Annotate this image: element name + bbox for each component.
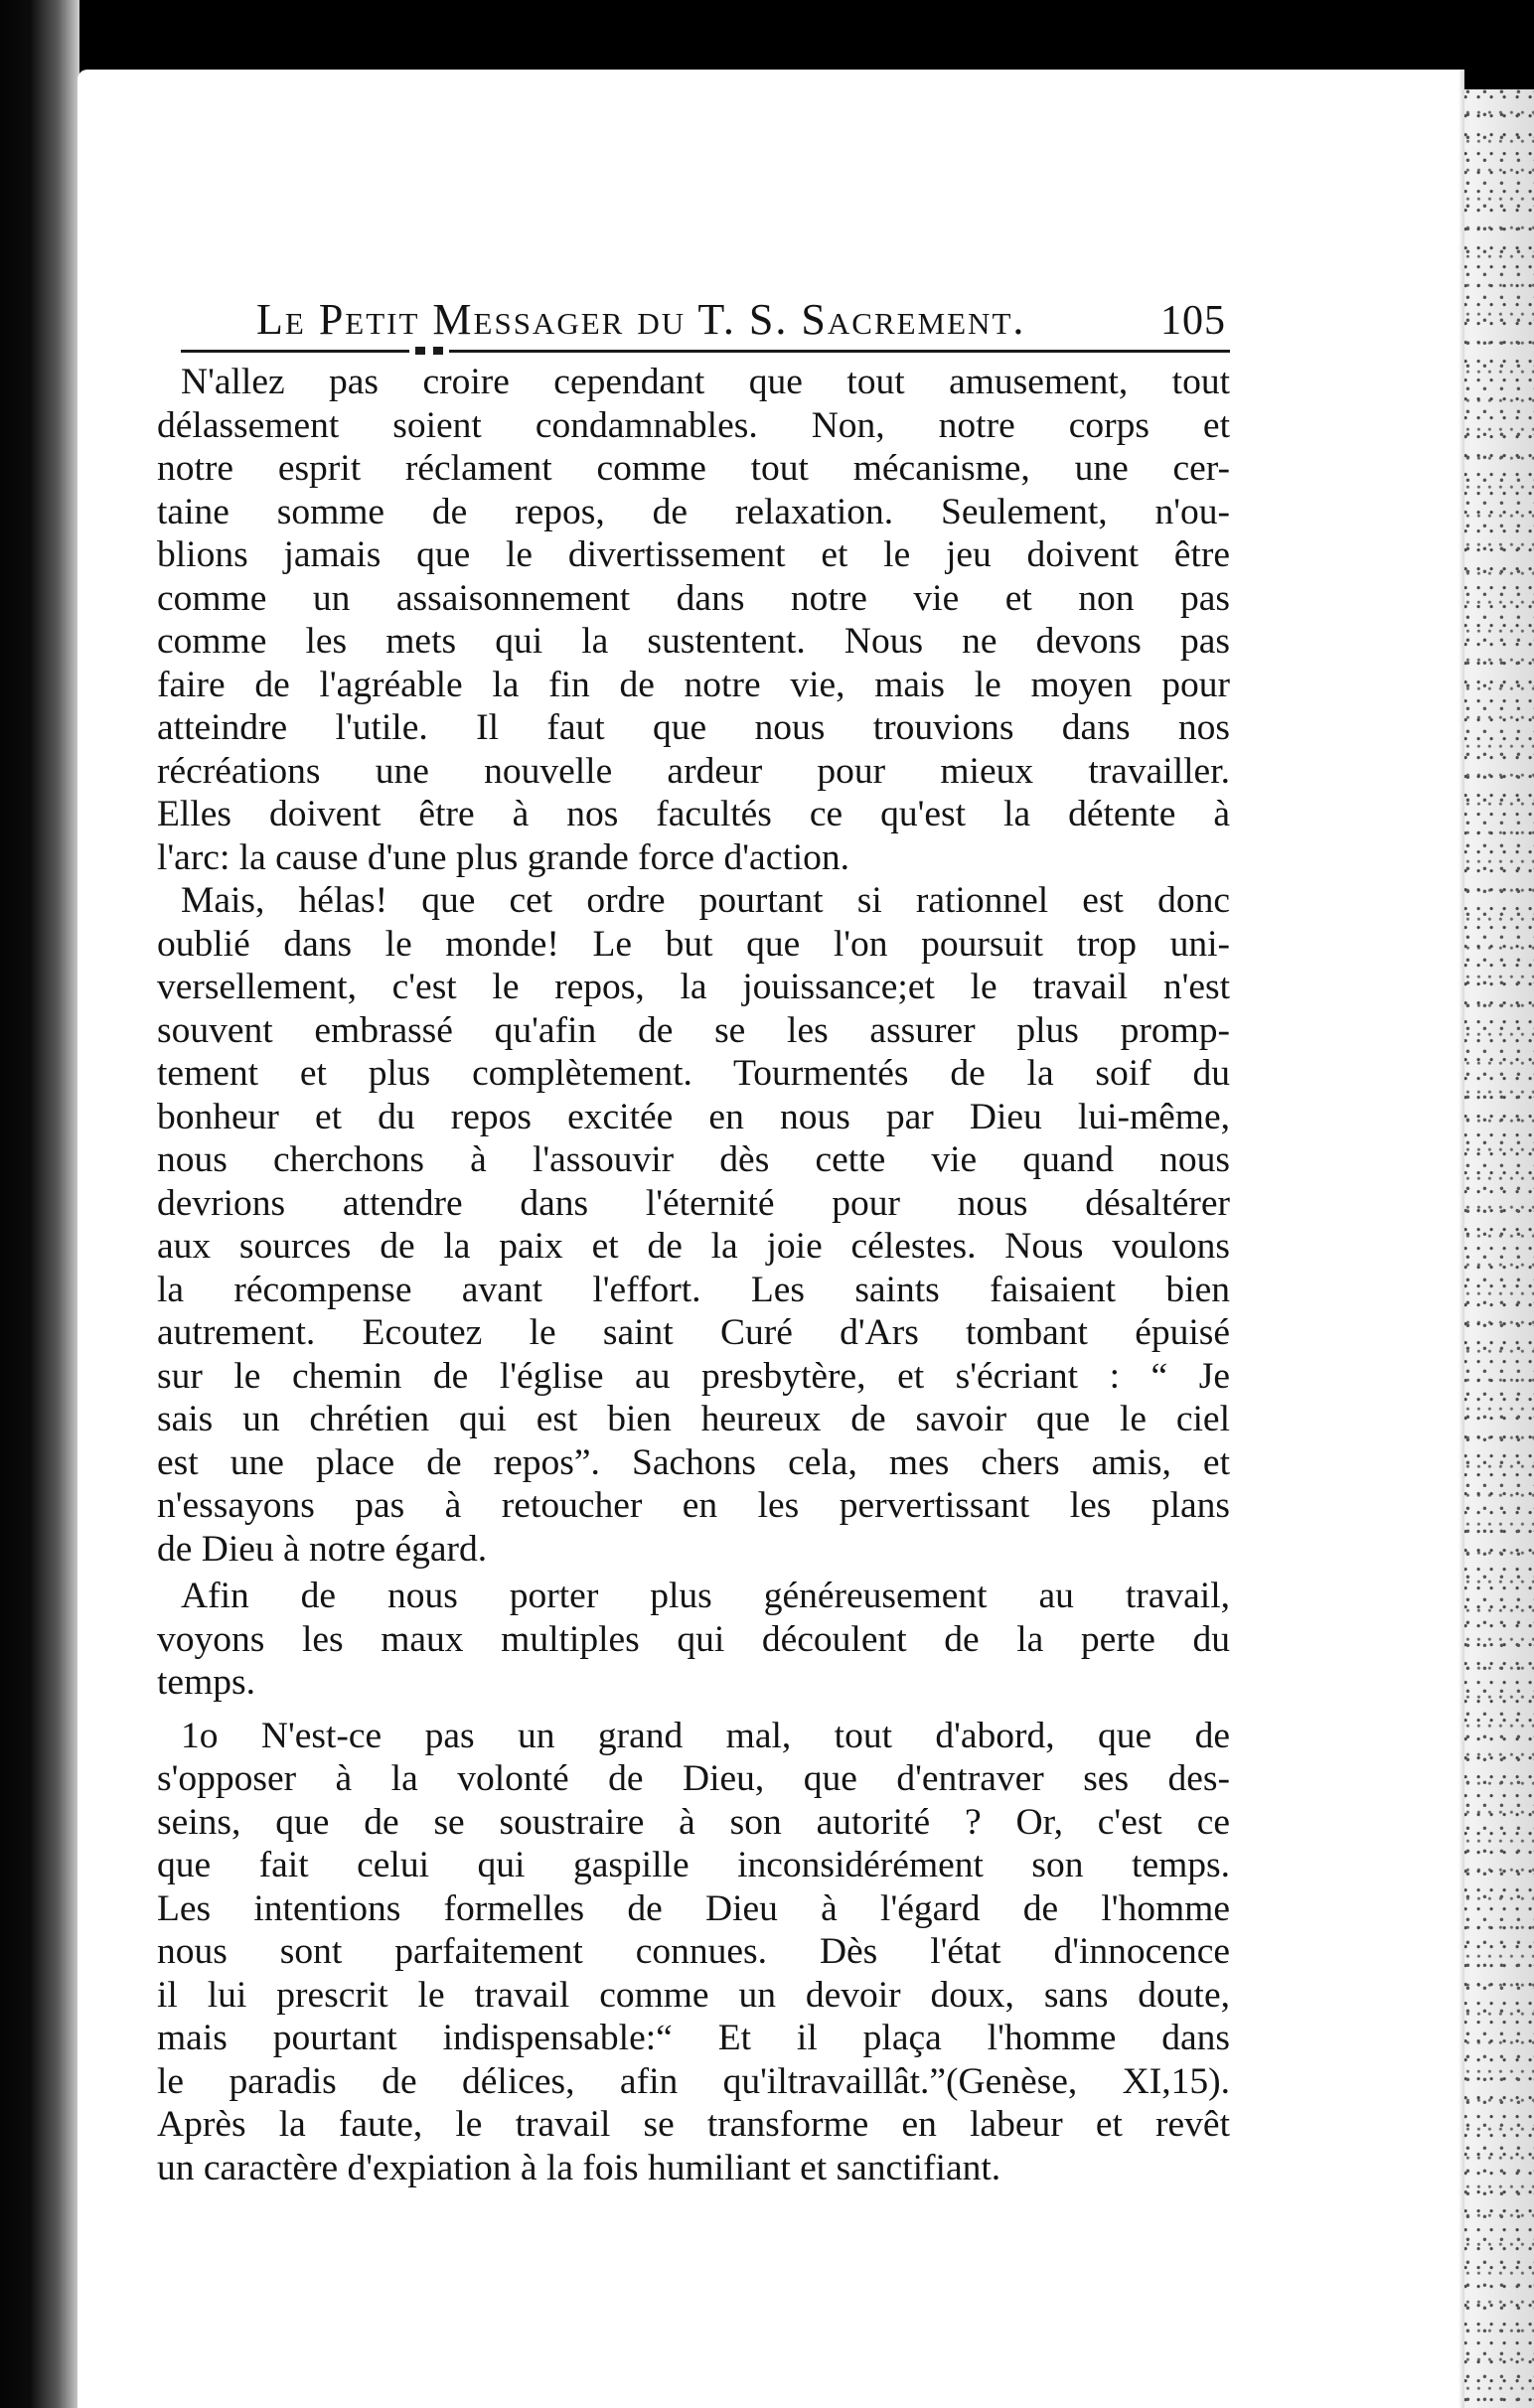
text-line: aux sources de la paix et de la joie célestes. Nous voulons [157, 1226, 1230, 1267]
text-line: versellement, c'est le repos, la jouissance;et le travail n'est [157, 967, 1230, 1007]
rule-ornament [409, 346, 449, 355]
text-line: mais pourtant indispensable:“ Et il plaça l'homme dans [157, 2018, 1230, 2058]
text-line: délassement soient condamnables. Non, notre corps et [157, 404, 1230, 446]
text-line: souvent embrassé qu'afin de se les assurer plus promp- [157, 1009, 1230, 1051]
text-line: voyons les maux multiples qui découlent de la perte du [157, 1618, 1230, 1660]
text-line: bonheur et du repos excitée en nous par Dieu lui-même, [157, 1096, 1230, 1137]
text-line: il lui prescrit le travail comme un devoir doux, sans doute, [157, 1974, 1230, 2016]
text-line: faire de l'agréable la fin de notre vie, mais le moyen pour [157, 664, 1230, 705]
text-line: un caractère d'expiation à la fois humiliant et sanctifiant. [157, 2147, 1001, 2188]
text-line: taine somme de repos, de relaxation. Seulement, n'ou- [157, 491, 1230, 532]
text-line: seins, que de se soustraire à son autorité ? Or, c'est ce [157, 1801, 1230, 1843]
text-line: Elles doivent être à nos facultés ce qu'est la détente à [157, 794, 1230, 834]
text-line: n'essayons pas à retoucher en les pervertissant les plans [157, 1485, 1230, 1526]
text-line: sais un chrétien qui est bien heureux de savoir que le ciel [157, 1399, 1230, 1439]
text-line: récréations une nouvelle ardeur pour mieux travailler. [157, 750, 1230, 792]
text-line: est une place de repos”. Sachons cela, mes chers amis, et [157, 1441, 1230, 1483]
text-line: s'opposer à la volonté de Dieu, que d'entraver ses des- [157, 1758, 1230, 1799]
text-line: tement et plus complètement. Tourmentés de la soif du [157, 1053, 1230, 1094]
text-line: comme un assaisonnement dans notre vie et non pas [157, 577, 1230, 619]
text-line: Les intentions formelles de Dieu à l'égard de l'homme [157, 1887, 1230, 1929]
text-line: l'arc: la cause d'une plus grande force d'action. [157, 836, 850, 878]
header-rule [181, 350, 1230, 353]
running-head [157, 294, 1230, 350]
paragraph-2 [157, 879, 1230, 1571]
text-block [157, 294, 1230, 2189]
running-head-title: Le Petit Messager du T. S. Sacrement. [256, 295, 1026, 344]
text-line: comme les mets qui la sustentent. Nous ne devons pas [157, 621, 1230, 662]
text-line: N'allez pas croire cependant que tout amusement, tout [181, 362, 1230, 402]
paragraph-1 [157, 361, 1230, 879]
text-line: Afin de nous porter plus généreusement au travail, [181, 1576, 1230, 1616]
text-line: nous sont parfaitement connues. Dès l'état d'innocence [157, 1931, 1230, 1972]
text-line: sur le chemin de l'église au presbytère, et s'écriant : “ Je [157, 1355, 1230, 1397]
text-line: Après la faute, le travail se transforme en labeur et revêt [157, 2104, 1230, 2145]
page-number: 105 [1160, 298, 1226, 344]
text-line: 1o N'est-ce pas un grand mal, tout d'abord, que de [181, 1715, 1230, 1756]
text-line: autrement. Ecoutez le saint Curé d'Ars tombant épuisé [157, 1312, 1230, 1353]
text-line: oublié dans le monde! Le but que l'on poursuit trop uni- [157, 923, 1230, 965]
text-line: nous cherchons à l'assouvir dès cette vie quand nous [157, 1139, 1230, 1180]
text-line: temps. [157, 1662, 255, 1703]
text-line: Mais, hélas! que cet ordre pourtant si rationnel est donc [181, 880, 1230, 921]
text-line: que fait celui qui gaspille inconsidérément son temps. [157, 1845, 1230, 1885]
paragraph-3 [157, 1575, 1230, 1705]
text-line: blions jamais que le divertissement et le jeu doivent être [157, 534, 1230, 575]
paragraph-4 [157, 1715, 1230, 2190]
text-line: devrions attendre dans l'éternité pour nous désaltérer [157, 1182, 1230, 1224]
text-line: la récompense avant l'effort. Les saints faisaient bien [157, 1269, 1230, 1310]
text-line: de Dieu à notre égard. [157, 1528, 488, 1570]
book-binding [0, 0, 79, 2408]
text-line: le paradis de délices, afin qu'iltravaillât.”(Genèse, XI,15). [157, 2060, 1230, 2102]
text-line: notre esprit réclament comme tout mécanisme, une cer- [157, 448, 1230, 489]
text-line: atteindre l'utile. Il faut que nous trouvions dans nos [157, 707, 1230, 748]
